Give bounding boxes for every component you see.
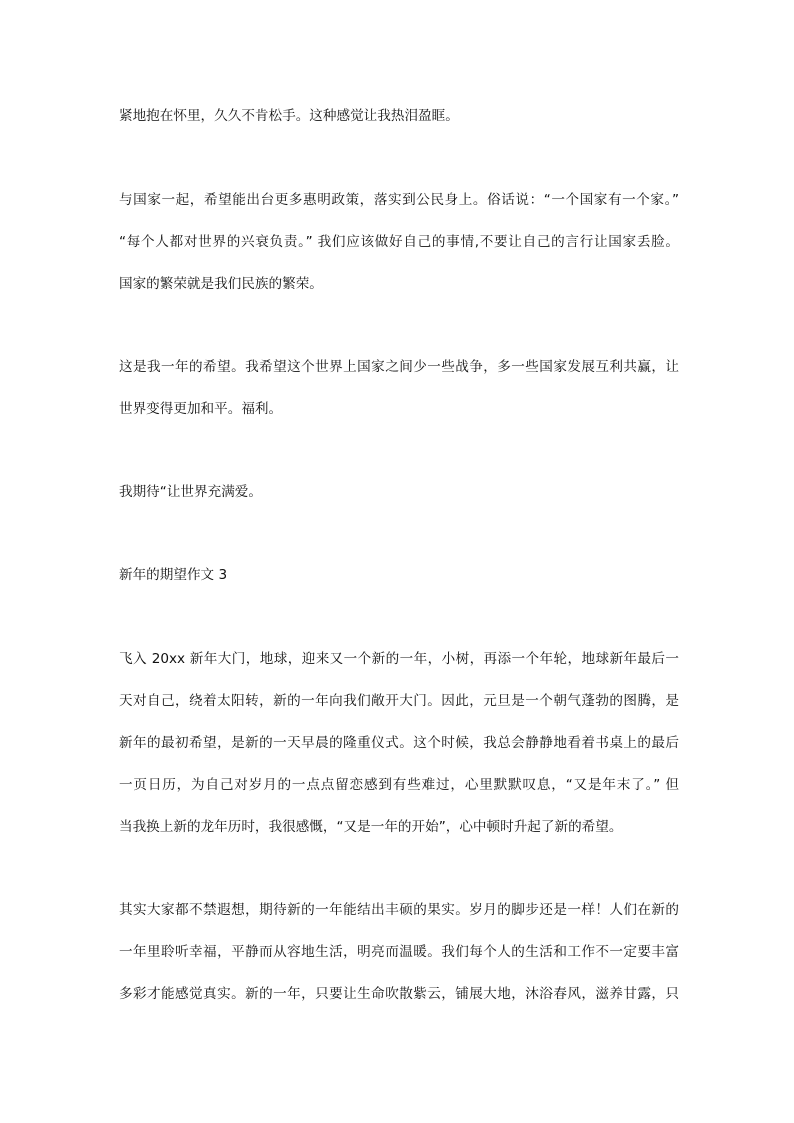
section-heading: 新年的期望作文 3 [119, 567, 228, 583]
text-line: 多彩才能感觉真实。新的一年，只要让生命吹散紫云，铺展大地，沐浴春风，滋养甘露，只 [119, 986, 679, 1002]
text-line: 新年的最初希望，是新的一天早晨的隆重仪式。这个时候，我总会静静地看着书桌上的最后 [119, 735, 679, 751]
text-line: 与国家一起，希望能出台更多惠明政策，落实到公民身上。俗话说：“一个国家有一个家。” [119, 192, 679, 208]
text-line: 国家的繁荣就是我们民族的繁荣。 [119, 276, 323, 292]
text-line: 紧地抱在怀里，久久不肯松手。这种感觉让我热泪盈眶。 [119, 108, 459, 124]
text-line: “每个人都对世界的兴衰负责。” 我们应该做好自己的事情,不要让自己的言行让国家丢脸。 [119, 234, 679, 250]
text-line: 天对自己，绕着太阳转，新的一年向我们敞开大门。因此，元旦是一个朝气蓬勃的图腾，是 [119, 693, 679, 709]
text-line: 这是我一年的希望。我希望这个世界上国家之间少一些战争，多一些国家发展互利共赢，让 [119, 359, 679, 375]
text-line: 我期待“让世界充满爱。 [119, 484, 262, 500]
text-line: 世界变得更加和平。福利。 [119, 401, 283, 417]
text-line: 一页日历，为自己对岁月的一点点留恋感到有些难过，心里默默叹息，“又是年末了。” 但 [119, 777, 679, 793]
text-line: 其实大家都不禁遐想，期待新的一年能结出丰硕的果实。岁月的脚步还是一样！人们在新的 [119, 902, 679, 918]
text-line: 飞入 20xx 新年大门，地球，迎来又一个新的一年，小树，再添一个年轮，地球新年最后一 [119, 651, 679, 667]
text-line: 一年里聆听幸福，平静而从容地生活，明亮而温暖。我们每个人的生活和工作不一定要丰富 [119, 944, 679, 960]
text-line: 当我换上新的龙年历时，我很感慨，“又是一年的开始”，心中顿时升起了新的希望。 [119, 819, 623, 835]
